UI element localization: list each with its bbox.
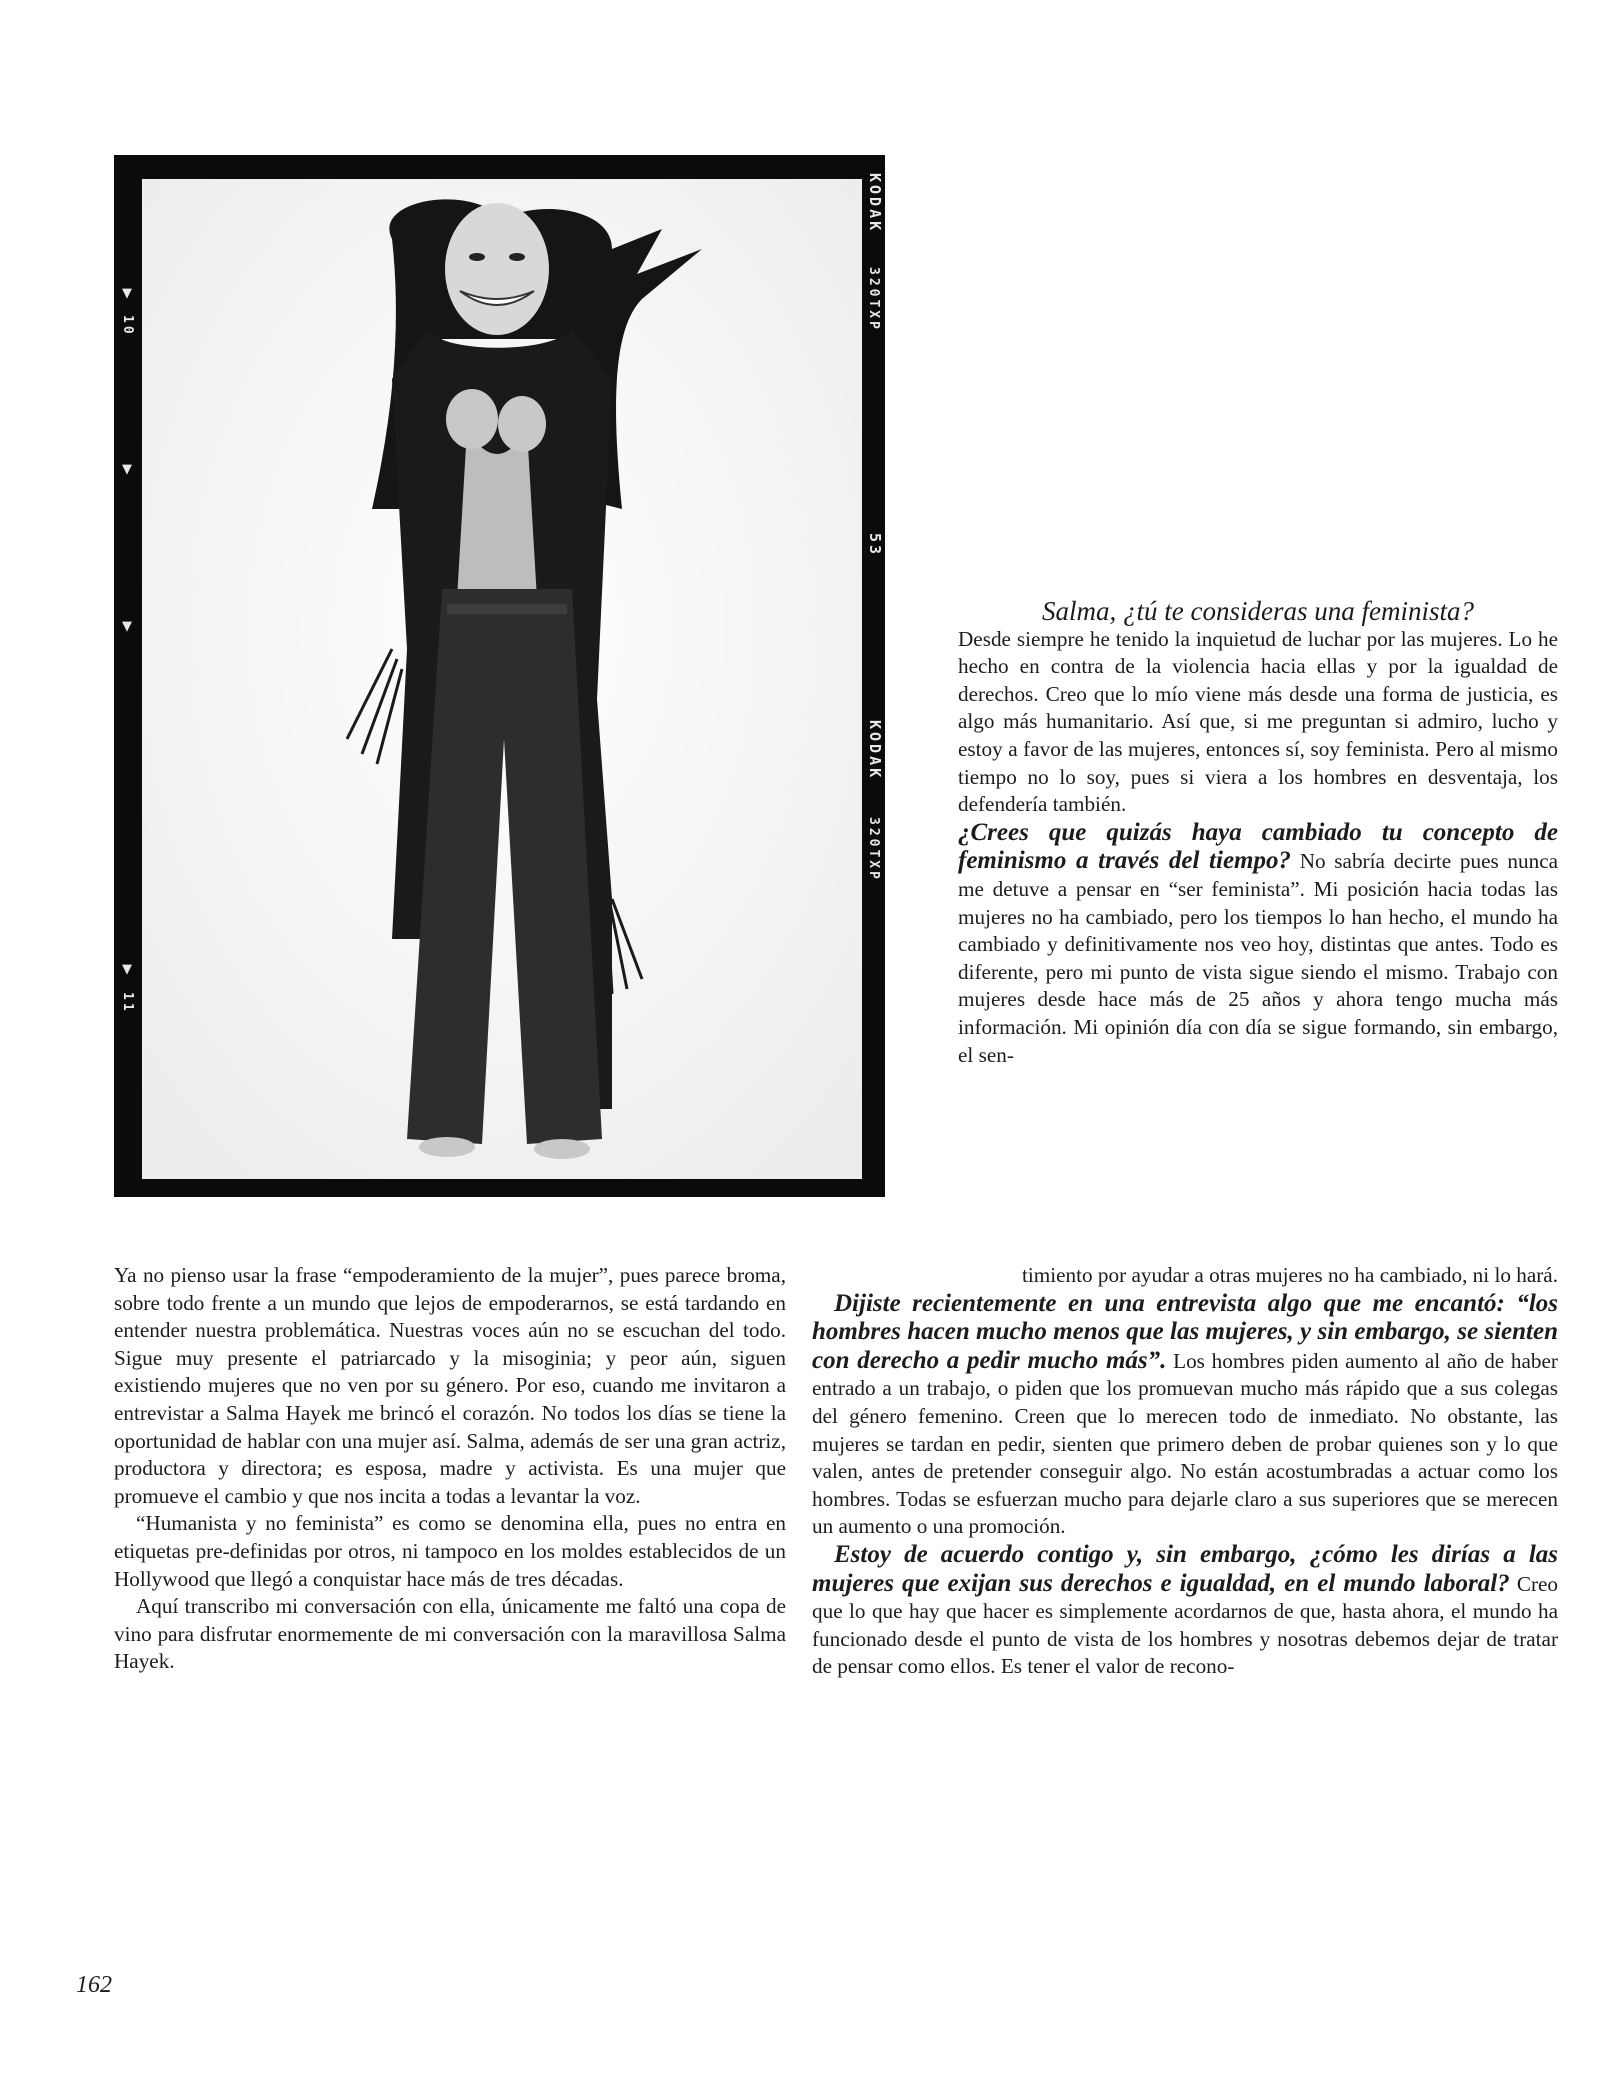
answer-2-part-1: No sabría decirte pues nunca me detuve a pensar en “ser feminista”. Mi posición hacia todas las mujeres no ha cambiado, pero los tiempos lo han hecho, el mundo ha cambiado y definitivamente nos veo hoy, distintas que antes. Todo es diferente, pero mi punto de vista sigue siendo el mismo. Trabajo con mujeres desde hace más de 25 años y ahora tengo mucha más información. Mi opinión día con día se sigue formando, sin embargo, el sen- [958, 849, 1559, 1067]
portrait-photo [142, 179, 862, 1179]
intro-paragraph-1: Ya no pienso usar la frase “empoderamiento de la mujer”, pues parece broma, sobre todo frente a un mundo que lejos de empoderarnos, se está tardando en entender nuestra problemática. Nuestras voces aún no se escuchan del todo. Sigue muy presente el patriarcado y la misoginia; y peor aún, siguen existiendo mujeres que no ven por su género. Por eso, cuando me invitaron a entrevistar a Salma Hayek me brincó el corazón. No todos los días se tiene la oportunidad de hablar con una mujer así. Salma, además de ser una gran actriz, productora y directora; es esposa, madre y activista. Es una mujer que promueve el cambio y que nos incita a todas a levantar la voz. [114, 1263, 786, 1508]
answer-1: Desde siempre he tenido la inquietud de luchar por las mujeres. Lo he hecho en contra de la violencia hacia ellas y por la igualdad de derechos. Creo que lo mío viene más desde una forma de justicia, es algo más humanitario. Así que, si me preguntan si admiro, lucho y estoy a favor de las mujeres, entonces sí, soy feminista. Pero al mismo tiempo no lo soy, pues si viera a los hombres en desventaja, los defendería también. [958, 626, 1558, 817]
film-arrow-icon: ▼ [122, 286, 132, 301]
question-2: ¿Crees que quizás haya cambiado tu concepto de feminismo a través del tiempo? [958, 818, 1558, 875]
answer-4: Creo que lo que hay que hacer es simplemente acordarnos de que, hasta ahora, el mundo ha funcionado desde el punto de vista de los hombres y nosotras debemos dejar de tratar de pensar como ellos. Es tener el valor de recono- [812, 1571, 1558, 1679]
film-code-bottom: 320TXP [866, 817, 881, 882]
question-1: Salma, ¿tú te consideras una feminista? [1042, 596, 1474, 626]
interview-column-upper [958, 598, 1558, 1069]
intro-paragraph-3: Aquí transcribo mi conversación con ella, únicamente me faltó una copa de vino para disfrutar enormemente de mi conversación con la maravillosa Salma Hayek. [114, 1594, 786, 1674]
film-arrow-icon: ▼ [122, 619, 132, 634]
page-number: 162 [76, 1972, 112, 1998]
film-left-number-bottom: 11 [120, 992, 135, 1014]
portrait-illustration [142, 179, 862, 1179]
film-left-number-top: 10 [120, 315, 135, 337]
question-3: Dijiste recientemente en una entrevista algo que me encantó: “los hombres hacen mucho menos que las mujeres, y sin embargo, se sienten con derecho a pedir mucho más”. [812, 1289, 1558, 1374]
film-brand-bottom: KODAK [866, 720, 884, 781]
interview-column-lower [812, 1262, 1558, 1681]
intro-paragraph-2: “Humanista y no feminista” es como se denomina ella, pues no entra en etiquetas pre-definidas por otros, ni tampoco en los moldes establecidos de un Hollywood que llegó a conquistar hace más de tres décadas. [114, 1511, 786, 1591]
question-4: Estoy de acuerdo contigo y, sin embargo, ¿cómo les dirías a las mujeres que exijan sus derechos e igualdad, en el mundo laboral? [812, 1540, 1558, 1597]
photo-frame [114, 155, 885, 1197]
answer-2-part-2: timiento por ayudar a otras mujeres no ha cambiado, ni lo hará. [1022, 1263, 1558, 1287]
film-frame-number: 53 [866, 533, 884, 558]
film-arrow-icon: ▼ [122, 962, 132, 977]
intro-column [114, 1262, 786, 1676]
film-brand-top: KODAK [866, 173, 884, 234]
film-code-top: 320TXP [866, 267, 881, 332]
answer-3: Los hombres piden aumento al año de haber entrado a un trabajo, o piden que los promuevan mucho más rápido que a sus colegas del género femenino. Creen que lo merecen todo de inmediato. No obstante, las mujeres se tardan en pedir, sienten que primero deben de probar quienes son y lo que valen, antes de pretender conseguir algo. No están acostumbradas a actuar como los hombres. Todas se esfuerzan mucho para dejarle claro a sus superiores que se merecen un aumento o una promoción. [812, 1348, 1558, 1539]
film-arrow-icon: ▼ [122, 462, 132, 477]
